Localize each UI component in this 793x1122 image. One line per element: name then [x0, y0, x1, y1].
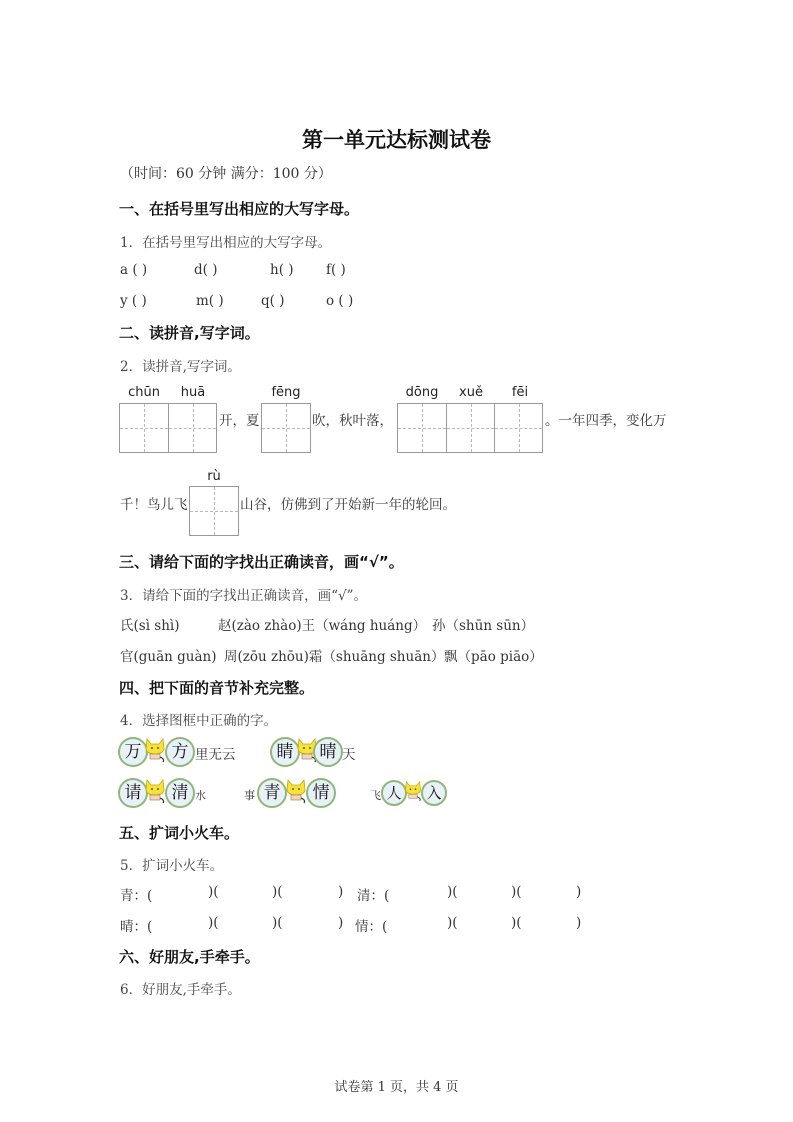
q5-row2-label-a: 晴：(	[120, 919, 153, 935]
question-3: 3．请给下面的字找出正确读音，画“√”。	[120, 588, 367, 604]
q3-item-shi[interactable]: 氏(sì shì)	[120, 618, 180, 634]
choice-option-ru[interactable]: 入	[421, 780, 447, 806]
q4-prefix-4: 事	[244, 789, 255, 802]
q5-blank-close[interactable]: )	[338, 884, 344, 900]
cat-mascot-icon	[143, 776, 167, 804]
q1-item-m[interactable]: m( )	[196, 293, 224, 309]
q2-text-5: 山谷，仿佛到了开始新一年的轮回。	[240, 497, 456, 513]
cat-mascot-icon	[403, 778, 423, 802]
section-4-heading: 四、把下面的音节补充完整。	[119, 679, 315, 697]
writing-grid-chunhua[interactable]	[119, 403, 217, 453]
q2-text-3: 。一年四季，变化万	[545, 413, 667, 429]
page-footer: 试卷第 1 页，共 4 页	[334, 1080, 459, 1095]
q5-blank-sep[interactable]: )(	[208, 884, 219, 900]
choice-option-ren[interactable]: 人	[381, 780, 407, 806]
q5-blank-sep[interactable]: )(	[272, 915, 283, 931]
q2-text-4: 千！鸟儿飞	[120, 497, 188, 513]
pinyin-fei: fēi	[511, 385, 529, 400]
grid-cell[interactable]	[398, 404, 446, 452]
q3-item-zhao-wang[interactable]: 赵(zào zhào)王（wáng huáng）	[218, 618, 427, 634]
choice-option-wan[interactable]: 万	[118, 737, 148, 767]
section-3-heading: 三、请给下面的字找出正确读音，画“√”。	[119, 553, 404, 571]
section-2-heading: 二、读拼音,写字词。	[119, 324, 260, 342]
page-title: 第一单元达标测试卷	[302, 127, 491, 152]
pinyin-chun: chūn	[128, 385, 160, 400]
grid-cell[interactable]	[494, 404, 542, 452]
q1-item-d[interactable]: d( )	[194, 262, 218, 278]
q5-row1-label-b: 清：(	[357, 888, 390, 904]
q5-blank-close[interactable]: )	[338, 915, 344, 931]
pinyin-hua: huā	[180, 385, 206, 400]
q4-suffix-1: 里无云	[195, 747, 236, 763]
cat-mascot-icon	[143, 735, 167, 763]
q5-blank-close[interactable]: )	[576, 915, 582, 931]
q3-item-zhou-shuang[interactable]: 周(zōu zhōu)霜（shuāng shuān）	[224, 649, 445, 665]
question-4: 4．选择图框中正确的字。	[120, 713, 278, 729]
question-5: 5．扩词小火车。	[120, 858, 224, 874]
choice-option-qing[interactable]: 晴	[313, 737, 343, 767]
q3-item-piao[interactable]: 飘（pāo piāo）	[444, 649, 543, 665]
q4-prefix-5: 飞	[370, 789, 381, 802]
grid-cell[interactable]	[446, 404, 494, 452]
q4-suffix-2: 天	[342, 747, 356, 763]
choice-option-fang[interactable]: 方	[165, 737, 195, 767]
q5-blank-sep[interactable]: )(	[447, 915, 458, 931]
question-6: 6．好朋友,手牵手。	[120, 982, 241, 998]
q3-item-guan[interactable]: 官(guān guàn)	[120, 649, 217, 665]
choice-option-qing-please[interactable]: 请	[118, 778, 148, 808]
pinyin-feng: fēng	[271, 385, 301, 400]
writing-grid-ru[interactable]	[189, 486, 239, 536]
q1-item-o[interactable]: o ( )	[326, 293, 354, 309]
choice-option-qing-feeling[interactable]: 情	[306, 778, 336, 808]
section-6-heading: 六、好朋友,手牵手。	[119, 948, 260, 966]
question-1: 1．在括号里写出相应的大写字母。	[120, 235, 332, 251]
pinyin-ru: rù	[207, 469, 221, 484]
choice-option-jing[interactable]: 睛	[270, 737, 300, 767]
q5-blank-sep[interactable]: )(	[272, 884, 283, 900]
pinyin-dong: dōng	[405, 385, 439, 400]
cat-mascot-icon	[284, 776, 308, 804]
q1-item-f[interactable]: f( )	[326, 262, 346, 278]
q1-item-a[interactable]: a ( )	[120, 262, 148, 278]
grid-cell[interactable]	[262, 404, 310, 452]
q5-blank-sep[interactable]: )(	[511, 884, 522, 900]
q5-blank-sep[interactable]: )(	[208, 915, 219, 931]
grid-cell[interactable]	[120, 404, 168, 452]
q4-suffix-3: 水	[195, 789, 206, 802]
q5-row1-label-a: 青：(	[120, 888, 153, 904]
section-1-heading: 一、在括号里写出相应的大写字母。	[119, 200, 360, 218]
q3-item-sun[interactable]: 孙（shūn sūn）	[432, 618, 535, 634]
q5-blank-sep[interactable]: )(	[511, 915, 522, 931]
writing-grid-feng[interactable]	[261, 403, 311, 453]
pinyin-xue: xuě	[459, 385, 483, 400]
question-2: 2．读拼音,写字词。	[120, 359, 241, 375]
q5-row2-label-b: 情：(	[355, 919, 388, 935]
grid-cell[interactable]	[190, 487, 238, 535]
grid-cell[interactable]	[168, 404, 216, 452]
choice-option-qing-clear[interactable]: 清	[165, 778, 195, 808]
q1-item-q[interactable]: q( )	[261, 293, 285, 309]
q1-item-y[interactable]: y ( )	[120, 293, 147, 309]
q5-blank-close[interactable]: )	[576, 884, 582, 900]
q2-text-2: 吹，秋叶落，	[312, 413, 393, 429]
section-5-heading: 五、扩词小火车。	[119, 824, 240, 842]
exam-meta: （时间：60 分钟 满分：100 分）	[120, 166, 332, 182]
q1-item-h[interactable]: h( )	[270, 262, 294, 278]
choice-option-qing-blue[interactable]: 青	[257, 778, 287, 808]
writing-grid-dongxuefei[interactable]	[397, 403, 543, 453]
q2-text-1: 开，夏	[219, 413, 260, 429]
q5-blank-sep[interactable]: )(	[447, 884, 458, 900]
